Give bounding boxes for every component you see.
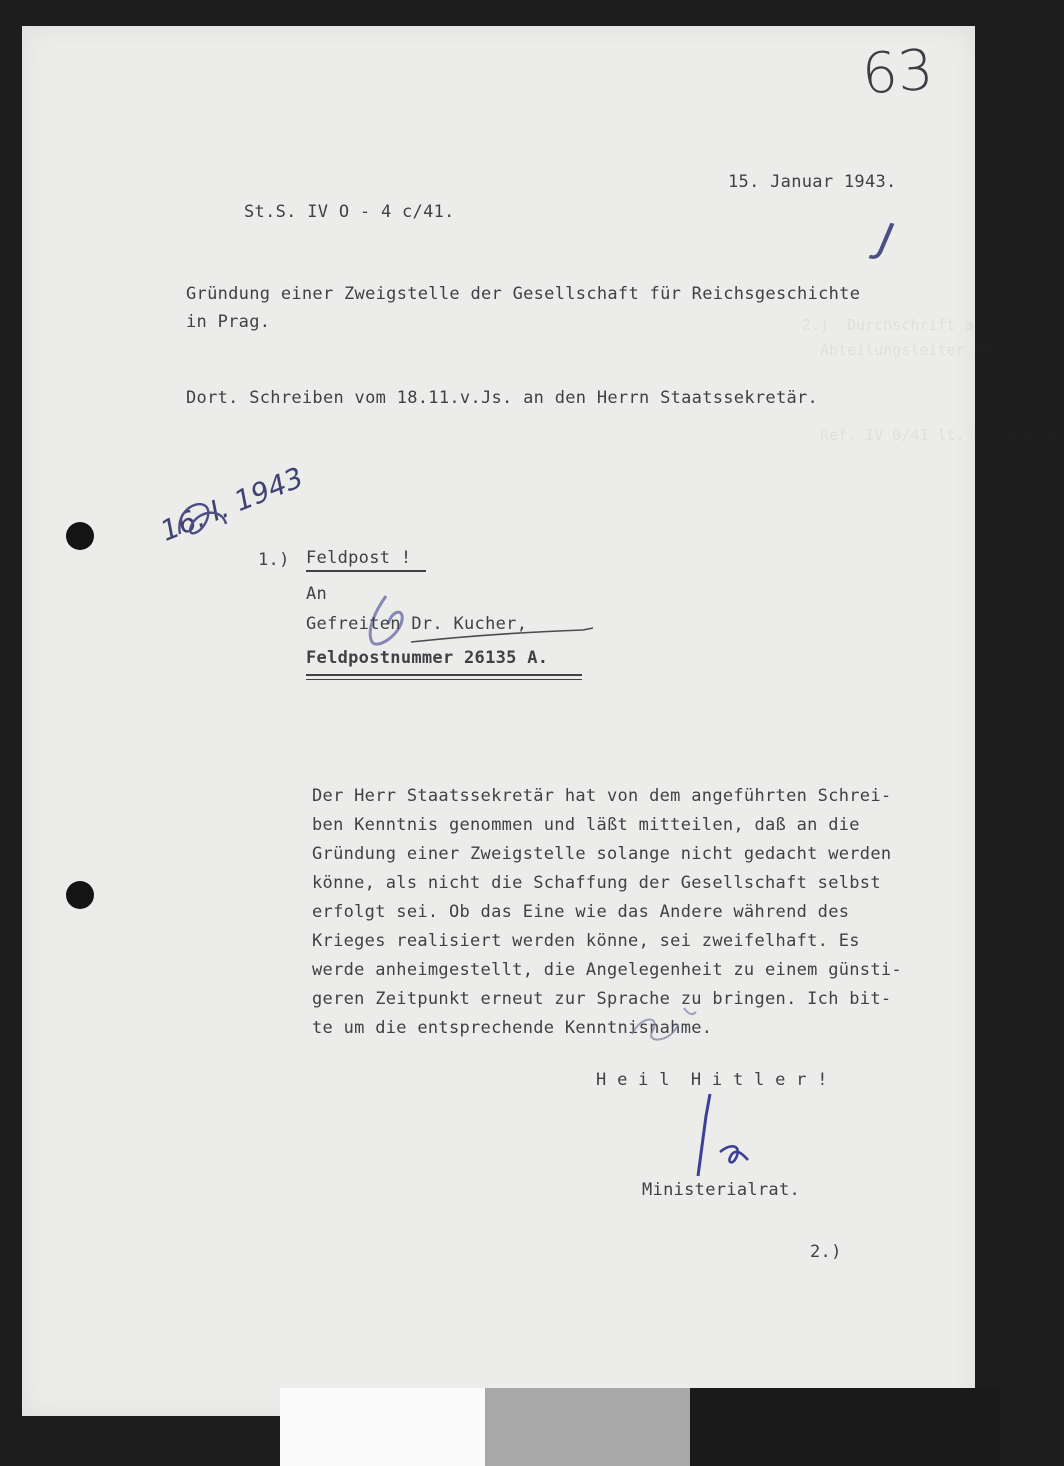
field-post-underline-1 [306, 674, 582, 676]
calibration-strip-white [280, 1388, 485, 1466]
document-page [22, 26, 1064, 1416]
bleed-through-text: Abteilungsleiter Abt. [802, 341, 1010, 359]
signature-title: Ministerialrat. [642, 1180, 801, 1200]
closing-greeting: H e i l H i t l e r ! [596, 1070, 828, 1090]
recipient-prefix: An [306, 584, 328, 604]
body-line: Krieges realisiert werden könne, sei zweifelhaft. Es [312, 931, 860, 951]
item-title-underline [306, 570, 426, 572]
signature-mark [686, 1086, 766, 1186]
punch-hole-lower [66, 881, 94, 909]
reference-letter: Dort. Schreiben vom 18.11.v.Js. an den Herrn Staatssekretär. [186, 388, 819, 408]
subject-line-2: in Prag. [186, 312, 271, 332]
body-paragraph [312, 782, 902, 1043]
handwritten-date: 16. I. 1943 [155, 460, 308, 548]
folio-number: 63 [859, 37, 936, 108]
reference-number: St.S. IV O - 4 c/41. [244, 202, 455, 222]
body-line: geren Zeitpunkt erneut zur Sprache zu bringen. Ich bit- [312, 989, 892, 1009]
calibration-strip-dark [690, 1388, 1000, 1466]
next-item-number: 2.) [810, 1242, 842, 1262]
recipient-name: Gefreiten Dr. Kucher, [306, 614, 528, 634]
body-line: Der Herr Staatssekretär hat von dem angeführten Schrei- [312, 786, 892, 806]
body-line: Gründung einer Zweigstelle solange nicht gedacht werden [312, 844, 892, 864]
bleed-through-text: 2.) Durchschrift an [802, 316, 983, 334]
subject-line-1: Gründung einer Zweigstelle der Gesellschaft für Reichsgeschichte [186, 284, 861, 304]
punch-hole-upper [66, 522, 94, 550]
body-line: werde anheimgestellt, die Angelegenheit zu einem günsti- [312, 960, 902, 980]
letter-date: 15. Januar 1943. [728, 172, 897, 192]
body-line: te um die entsprechende Kenntnisnahme. [312, 1018, 713, 1038]
body-line: könne, als nicht die Schaffung der Gesellschaft selbst [312, 873, 881, 893]
calibration-strip-gray [485, 1388, 690, 1466]
body-line: ben Kenntnis genommen und läßt mitteilen, daß an die [312, 815, 860, 835]
body-line: erfolgt sei. Ob das Eine wie das Andere während des [312, 902, 850, 922]
recipient-name-pencil-underline [407, 622, 607, 646]
item-number: 1.) [258, 550, 290, 570]
item-title: Feldpost ! [306, 548, 412, 568]
field-post-underline-2 [306, 679, 582, 680]
bleed-through-text: Ref. IV 0/41 lt. Dr. Kucher [802, 426, 1064, 444]
recipient-field-post-number: Feldpostnummer 26135 A. [306, 648, 549, 668]
pencil-loop-mark [172, 494, 232, 554]
initial-mark: J [875, 213, 898, 264]
pencil-scribble [622, 994, 702, 1054]
